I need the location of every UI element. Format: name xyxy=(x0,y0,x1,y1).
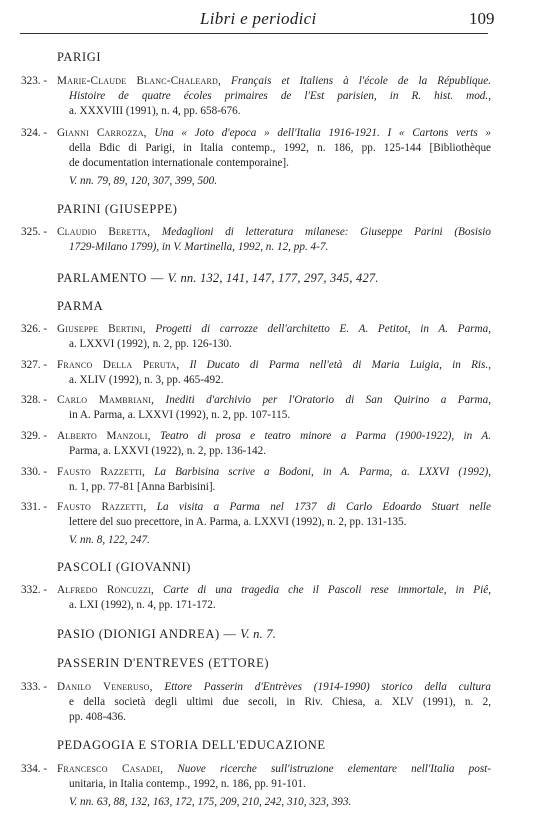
entry-text: Teatro di prosa e teatro minore a Parma (1900-1922), in A. xyxy=(159,430,492,442)
entry-text: n. 1, pp. 77-81 [Anna Barbisini]. xyxy=(69,481,216,493)
section-heading-parigi: PARIGI xyxy=(57,50,102,64)
entry-text: in A. Parma, a. LXXVI (1992), n. 2, pp. 107-115. xyxy=(69,409,291,421)
section-heading-passerin: PASSERIN D'ENTREVES (ETTORE) xyxy=(57,656,270,670)
section-heading-parlamento xyxy=(57,271,379,286)
entry-text: La Barbisina scrive a Bodoni, in A. Parma, a. LXXVI (1992), xyxy=(154,466,491,478)
running-header-title: Libri e periodici xyxy=(200,9,317,28)
section-label: PARLAMENTO — xyxy=(57,271,164,285)
see-also-ref: V. nn. 79, 89, 120, 307, 399, 500. xyxy=(69,175,218,187)
section-heading-pedagogia: PEDAGOGIA E STORIA DELL'EDUCAZIONE xyxy=(57,738,326,752)
entry-number: 331. - xyxy=(21,501,48,513)
entry-333 xyxy=(21,680,491,725)
entry-323 xyxy=(21,74,491,119)
entry-text: e della società degli ultimi due secoli, in Riv. Chiesa, a. XLV (1991), n. 2, xyxy=(69,696,491,708)
entry-text: a. XXXVIII (1991), n. 4, pp. 658-676. xyxy=(69,105,241,117)
entry-text: della Bdic di Parigi, in Italia contemp., 1992, n. 186, pp. 125-144 [Bibliothèque xyxy=(69,142,491,154)
entry-332 xyxy=(21,583,491,613)
entry-number: 324. - xyxy=(21,127,48,139)
entry-author: Carlo Mambriani, xyxy=(57,394,155,406)
entry-text: Una « Joto d'epoca » dell'Italia 1916-1921. I « Cartons verts » xyxy=(154,127,492,139)
cross-reference: V. n. 7. xyxy=(240,627,277,641)
entry-number: 328. - xyxy=(21,394,48,406)
entry-author: Fausto Razzetti, xyxy=(57,501,147,513)
entry-text: Carte di una tragedia che il Pascoli rese immortale, in Piê, xyxy=(163,584,492,596)
entry-number: 325. - xyxy=(21,226,48,238)
section-heading-pascoli: PASCOLI (GIOVANNI) xyxy=(57,560,192,574)
entry-author: Alberto Manzoli, xyxy=(57,430,151,442)
entry-326 xyxy=(21,322,491,352)
entry-text: Parma, a. LXXVI (1922), n. 2, pp. 136-142. xyxy=(69,445,266,457)
entry-number: 332. - xyxy=(21,584,48,596)
entry-text: La visita a Parma nel 1737 di Carlo Edoardo Stuart nelle xyxy=(156,501,491,513)
header-rule xyxy=(20,33,488,34)
entry-text: a. LXI (1992), n. 4, pp. 171-172. xyxy=(69,599,216,611)
entry-text: Progetti di carrozze dell'architetto E. A. Petitot, in A. Parma, xyxy=(155,323,491,335)
entry-text: Français et Italiens à l'école de la République. xyxy=(231,75,492,87)
section-heading-parini: PARINI (GIUSEPPE) xyxy=(57,202,178,216)
entry-author: Franco Della Peruta, xyxy=(57,359,180,371)
entry-number: 330. - xyxy=(21,466,48,478)
entry-number: 326. - xyxy=(21,323,48,335)
cross-reference: V. nn. 132, 141, 147, 177, 297, 345, 427. xyxy=(167,271,379,285)
entry-329 xyxy=(21,429,491,459)
entry-330 xyxy=(21,465,491,495)
entry-author: Danilo Veneruso, xyxy=(57,681,153,693)
entry-text: unitaria, in Italia contemp., 1992, n. 186, pp. 91-101. xyxy=(69,778,306,790)
see-also-ref: V. nn. 63, 88, 132, 163, 172, 175, 209, 210, 242, 310, 323, 393. xyxy=(69,796,352,808)
entry-author: Giuseppe Bertini, xyxy=(57,323,146,335)
entry-number: 334. - xyxy=(21,763,48,775)
entry-author: Gianni Carrozza, xyxy=(57,127,147,139)
entry-author: Francesco Casadei, xyxy=(57,763,164,775)
entry-text: Inediti d'archivio per l'Oratorio di San Quirino a Parma, xyxy=(165,394,492,406)
entry-325 xyxy=(21,225,491,255)
entry-text: pp. 408-436. xyxy=(69,711,126,723)
section-label: PASIO (DIONIGI ANDREA) — xyxy=(57,627,237,641)
entry-number: 333. - xyxy=(21,681,48,693)
page-number: 109 xyxy=(469,9,495,28)
entry-331 xyxy=(21,500,491,548)
section-heading-pasio xyxy=(57,627,276,642)
entry-text: 1729-Milano 1799), in V. Martinella, 1992, n. 12, pp. 4-7. xyxy=(69,241,329,253)
entry-number: 323. - xyxy=(21,75,48,87)
entry-author: Marie-Claude Blanc-Chaleard, xyxy=(57,75,221,87)
entry-text: Nuove ricerche sull'istruzione elementare nell'Italia post- xyxy=(177,763,492,775)
entry-text: de documentation internationale contemporaine]. xyxy=(69,157,289,169)
entry-author: Claudio Beretta, xyxy=(57,226,151,238)
entry-324 xyxy=(21,126,491,189)
entry-number: 329. - xyxy=(21,430,48,442)
entry-334 xyxy=(21,762,491,810)
entry-327 xyxy=(21,358,491,388)
section-heading-parma: PARMA xyxy=(57,299,104,313)
entry-text: a. LXXVI (1992), n. 2, pp. 126-130. xyxy=(69,338,232,350)
entry-text: Ettore Passerin d'Entrèves (1914-1990) storico della cultura xyxy=(164,681,491,693)
entry-text: Medaglioni di letteratura milanese: Giuseppe Parini (Bosisio xyxy=(161,226,491,238)
see-also-ref: V. nn. 8, 122, 247. xyxy=(69,534,150,546)
entry-text: Histoire de quatre écoles primaires de l'Est parisien, in R. hist. mod., xyxy=(69,90,491,102)
entry-number: 327. - xyxy=(21,359,48,371)
entry-author: Alfredo Roncuzzi, xyxy=(57,584,154,596)
entry-author: Fausto Razzetti, xyxy=(57,466,146,478)
entry-text: Il Ducato di Parma nell'età di Maria Luigia, in Ris., xyxy=(189,359,491,371)
entry-328 xyxy=(21,393,491,423)
entry-text: a. XLIV (1992), n. 3, pp. 465-492. xyxy=(69,374,224,386)
entry-text: lettere del suo precettore, in A. Parma, a. LXXVI (1992), n. 2, pp. 131-135. xyxy=(69,516,407,528)
